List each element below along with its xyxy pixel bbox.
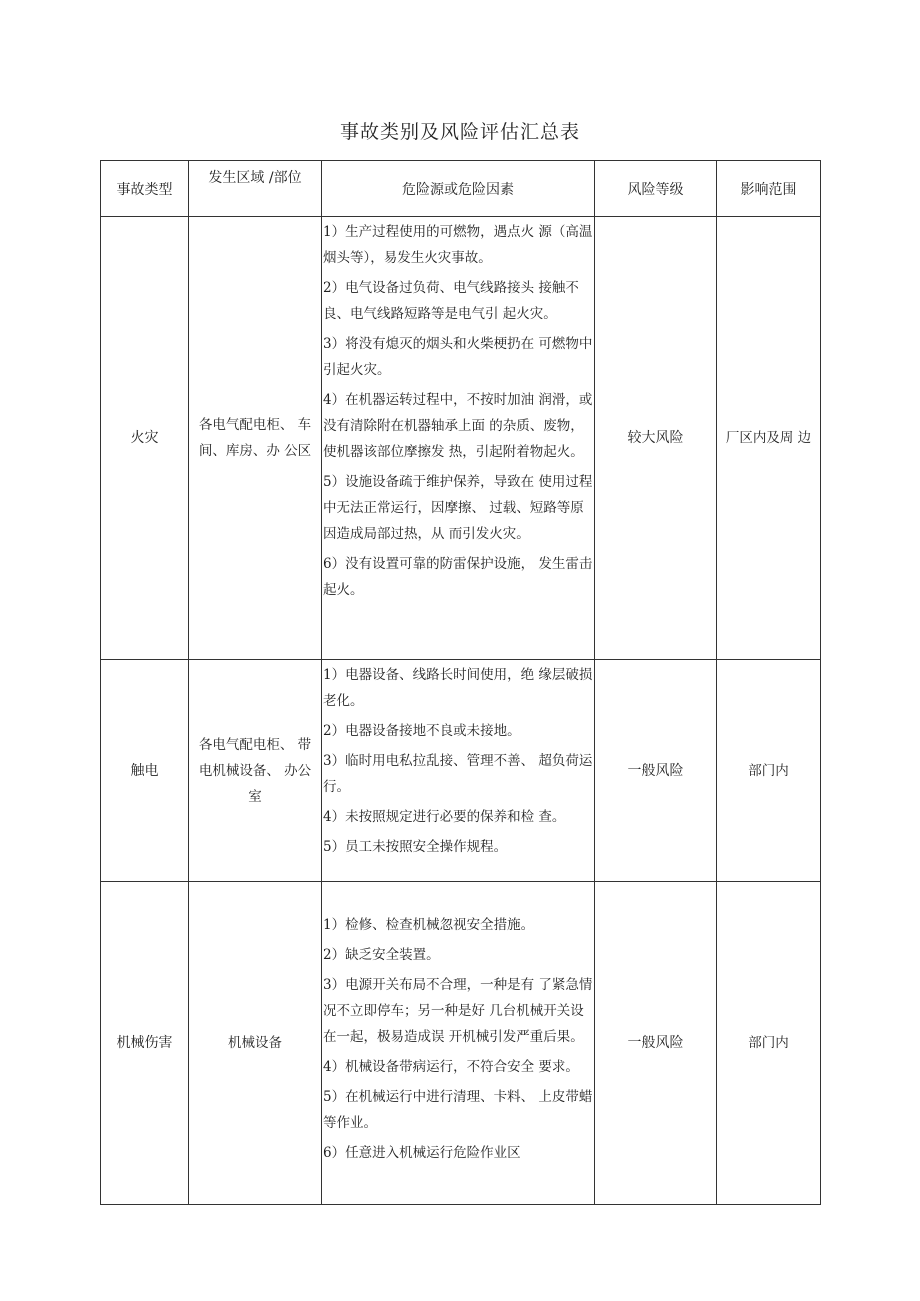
accident-type-cell: 火灾 [101, 217, 189, 660]
hazard-item: 4）在机器运转过程中，不按时加油 润滑，或没有清除附在机器轴承上面 的杂质、废物，使机器该部位摩擦发 热，引起附着物起火。 [323, 392, 593, 460]
hazard-cell [322, 882, 595, 1205]
risk-level-cell: 一般风险 [595, 882, 717, 1205]
hazard-item: 2）缺乏安全装置。 [323, 947, 440, 963]
header-scope: 影响范围 [717, 161, 821, 217]
hazard-cell [322, 660, 595, 882]
table-row [101, 660, 821, 882]
scope-cell: 厂区内及周 边 [717, 217, 821, 660]
scope-cell: 部门内 [717, 660, 821, 882]
hazard-item: 2）电器设备接地不良或未接地。 [323, 723, 521, 739]
area-cell: 各电气配电柜、 车间、库房、办 公区 [189, 217, 322, 660]
hazard-item: 1）检修、检查机械忽视安全措施。 [323, 917, 535, 933]
hazard-item: 3）电源开关布局不合理，一种是有 了紧急情况不立即停车；另一种是好 几台机械开关设在一起，极易造成误 开机械引发严重后果。 [323, 977, 593, 1045]
hazard-item: 1）电器设备、线路长时间使用，绝 缘层破损老化。 [323, 667, 593, 709]
hazard-cell [322, 217, 595, 660]
hazard-item: 3）临时用电私拉乱接、管理不善、 超负荷运行。 [323, 753, 593, 795]
header-hazard: 危险源或危险因素 [322, 161, 595, 217]
hazard-item: 4）机械设备带病运行，不符合安全 要求。 [323, 1059, 579, 1075]
hazard-item: 5）在机械运行中进行清理、卡料、 上皮带蜡等作业。 [323, 1089, 593, 1131]
accident-type-cell: 触电 [101, 660, 189, 882]
header-risk-level: 风险等级 [595, 161, 717, 217]
table-header-row [101, 161, 821, 217]
hazard-item: 6）没有设置可靠的防雷保护设施， 发生雷击起火。 [323, 556, 593, 598]
risk-assessment-table [100, 160, 821, 1205]
header-accident-type: 事故类型 [101, 161, 189, 217]
hazard-item: 1）生产过程使用的可燃物，遇点火 源（高温烟头等），易发生火灾事故。 [323, 224, 593, 266]
hazard-item: 4）未按照规定进行必要的保养和检 查。 [323, 809, 566, 825]
table-row [101, 217, 821, 660]
risk-level-cell: 较大风险 [595, 217, 717, 660]
accident-type-cell: 机械伤害 [101, 882, 189, 1205]
hazard-item: 3）将没有熄灭的烟头和火柴梗扔在 可燃物中引起火灾。 [323, 336, 593, 378]
risk-level-cell: 一般风险 [595, 660, 717, 882]
area-cell: 各电气配电柜、 带电机械设备、 办公室 [189, 660, 322, 882]
header-area: 发生区域 /部位 [189, 161, 322, 217]
hazard-item: 6）任意进入机械运行危险作业区 [323, 1145, 521, 1161]
hazard-item: 5）员工未按照安全操作规程。 [323, 839, 508, 855]
scope-cell: 部门内 [717, 882, 821, 1205]
area-cell: 机械设备 [189, 882, 322, 1205]
document-title: 事故类别及风险评估汇总表 [339, 121, 580, 143]
hazard-item: 2）电气设备过负荷、电气线路接头 接触不良、电气线路短路等是电气引 起火灾。 [323, 280, 579, 322]
table-row [101, 882, 821, 1205]
hazard-item: 5）设施设备疏于维护保养，导致在 使用过程中无法正常运行，因摩擦、 过载、短路等原因造成局部过热，从 而引发火灾。 [323, 474, 593, 542]
